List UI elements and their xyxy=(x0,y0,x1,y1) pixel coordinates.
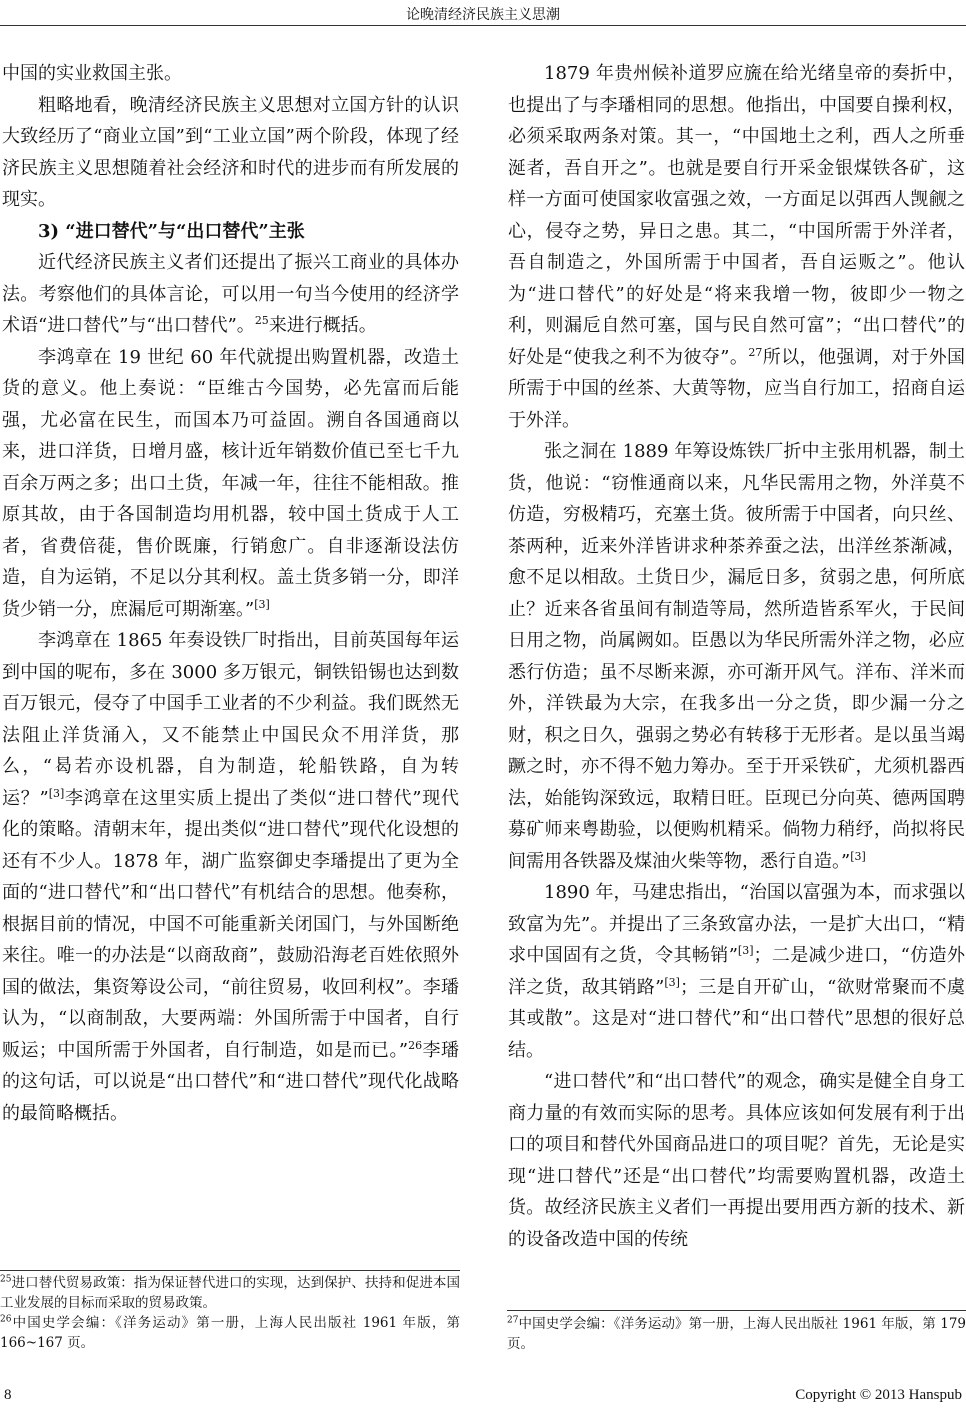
footnotes-left xyxy=(0,1273,460,1353)
footnote-ref: 26 xyxy=(408,1038,423,1052)
paragraph-text: 李鸿章在这里实质上提出了类似“进口替代”现代化的策略。清朝末年，提出类似“进口替代”现代化设想的还有不少人。1878 年，湖广监察御史李璠提出了更为全面的“进口替代”和“出口替代”有机结合的思想。他奏称，根据目前的情况，中国不可能重新关闭国门，与外国断绝来往。唯一的办法是“以商敌商”，鼓励沿海老百姓依照外国的做法，集资筹设公司，“前往贸易，收回利权”。李璠认为，“以商制敌，大要两端：外国所需于中国者，自行贩运；中国所需于外国者，自行制造，如是而已。” xyxy=(2,787,459,1061)
citation-ref: [3] xyxy=(664,975,680,989)
paragraph-text: 张之洞在 1889 年筹设炼铁厂折中主张用机器，制土货，他说：“窃惟通商以来，凡华民需用之物，外洋莫不仿造，穷极精巧，充塞土货。彼所需于中国者，向只丝、茶两种，近来外洋皆讲求种茶养蚕之法，出洋丝茶渐减，愈不足以相敌。土货日少，漏卮日多，贫弱之患，何所底止？近来各省虽间有制造等局，然所造皆系军火，于民间日用之物，尚属阙如。臣愚以为华民所需外洋之物，必应悉行仿造；虽不尽断来源，亦可渐开风气。洋布、洋米而外，洋铁最为大宗，在我多出一分之货，即少漏一分之财，积之日久，强弱之势必有转移于无形者。是以虽当竭蹶之时，亦不得不勉力筹办。至于开采铁矿，尤须机器西法，始能钩深致远，取精日旺。臣现已分向英、德两国聘募矿师来粤勘验，以便购机精采。倘物力稍纾，尚拟将民间需用各铁器及煤油火柴等物，悉行自造。” xyxy=(508,441,965,872)
footnote-number: 25 xyxy=(0,1274,12,1285)
citation-ref: [3] xyxy=(254,597,270,611)
paragraph-text: 李鸿章在 19 世纪 60 年代就提出购置机器，改造土货的意义。他上奏说：“臣维古今国势，必先富而后能强，尤必富在民生，而国本乃可益固。溯自各国通商以来，进口洋货，日增月盛，核计近年销数价值已至七千九百余万两之多；出口土货，年减一年，往往不能相敌。推原其故，由于各国制造均用机器，较中国土货成于人工者，省费倍蓰，售价既廉，行销愈广。自非逐渐设法仿造，自为运销，不足以分其利权。盖土货多销一分，即洋货少销一分，庶漏卮可期渐塞。” xyxy=(2,346,459,620)
footnotes-right xyxy=(507,1314,966,1354)
paragraph xyxy=(2,625,459,1129)
left-column xyxy=(2,58,459,1129)
paragraph-text: 所以，他强调，对于外国所需于中国的丝茶、大黄等物，应当自行加工，招商自运于外洋。 xyxy=(508,346,966,431)
section-heading: 3) “进口替代”与“出口替代”主张 xyxy=(38,220,305,242)
paragraph-text: 1890 年，马建忠指出，“治国以富强为本，而求强以致富为先”。并提出了三条致富办法，一是扩大出口，“精求中国固有之货，令其畅销” xyxy=(508,882,965,966)
paragraph: 粗略地看，晚清经济民族主义思想对立国方针的认识大致经历了“商业立国”到“工业立国”两个阶段，体现了经济民族主义思想随着社会经济和时代的进步而有所发展的现实。 xyxy=(2,94,459,210)
paragraph-text: ；二是减少进口，“仿造外洋之货，敌其销路” xyxy=(508,945,966,998)
footnote-text: 中国史学会编：《洋务运动》第一册，上海人民出版社 1961 年版，第 179 页。 xyxy=(507,1316,966,1352)
footnote-text: 进口替代贸易政策：指为保证替代进口的实现，达到保护、扶持和促进本国工业发展的目标而采取的贸易政策。 xyxy=(0,1275,460,1311)
paragraph-text: 近代经济民族主义者们还提出了振兴工商业的具体办法。考察他们的具体言论，可以用一句当今使用的经济学术语“进口替代”与“出口替代”。 xyxy=(2,252,459,336)
paragraph-text: 1879 年贵州候补道罗应旒在给光绪皇帝的奏折中，也提出了与李璠相同的思想。他指出，中国要自操利权，必须采取两条对策。其一，“中国地土之利，西人之所垂涎者，吾自开之”。也就是要自行开采金银煤铁各矿，这样一方面可使国家收富强之效，一方面足以弭西人觊觎之心，侵夺之势，异日之患。其二，“中国所需于外洋者，吾自制造之，外国所需于中国者，吾自运贩之”。他认为“进口替代”的好处是“将来我增一物，彼即少一物之利，则漏卮自然可塞，国与民自然可富”；“出口替代”的好处是“使我之利不为彼夺”。 xyxy=(508,63,965,368)
footnote-text: 中国史学会编：《洋务运动》第一册，上海人民出版社 1961 年版，第 166~167 页。 xyxy=(0,1315,460,1351)
paragraph xyxy=(508,877,965,1066)
footnote-number: 26 xyxy=(0,1314,12,1325)
paragraph: 中国的实业救国主张。 xyxy=(2,63,182,84)
footnote-rule-right xyxy=(507,1310,966,1311)
paragraph xyxy=(508,58,965,436)
footnote-ref: 25 xyxy=(254,314,269,327)
paragraph-text: ；三是自开矿山，“欲财常聚而不虞其或散”。这是对“进口替代”和“出口替代”思想的很好总结。 xyxy=(508,976,966,1061)
footnote-25 xyxy=(0,1273,460,1313)
footnote-number: 27 xyxy=(507,1315,519,1326)
paragraph xyxy=(508,436,965,877)
page-number: 8 xyxy=(4,1387,12,1403)
running-header: 论晚清经济民族主义思潮 xyxy=(406,7,560,23)
paragraph-text: 李璠的这句话，可以说是“出口替代”和“进口替代”现代化战略的最简略概括。 xyxy=(2,1039,460,1124)
paragraph xyxy=(2,247,459,342)
paragraph xyxy=(2,342,459,626)
paragraph-text: 李鸿章在 1865 年奏设铁厂时指出，目前英国每年运到中国的呢布，多在 3000 多万银元，铜铁铅锡也达到数百万银元，侵夺了中国手工业者的不少利益。我们既然无法阻止洋货涌入，又不能禁止中国民众不用洋货，那么，“曷若亦设机器，自为制造，轮船铁路，自为转运？” xyxy=(2,630,459,809)
paragraph-text: 来进行概括。 xyxy=(268,315,377,336)
right-column xyxy=(508,58,965,1255)
footnote-26 xyxy=(0,1313,460,1353)
copyright-notice: Copyright © 2013 Hanspub xyxy=(795,1387,962,1403)
citation-ref: [3] xyxy=(850,849,866,863)
citation-ref: [3] xyxy=(737,944,754,957)
paragraph: “进口替代”和“出口替代”的观念，确实是健全自身工商力量的有效而实际的思考。具体应该如何发展有利于出口的项目和替代外国商品进口的项目呢？首先，无论是实现“进口替代”还是“出口替代”均需要购置机器，改造土货。故经济民族主义者们一再提出要用西方新的技术、新的设备改造中国的传统 xyxy=(508,1071,965,1250)
footnote-ref: 27 xyxy=(748,345,763,359)
footnote-rule-left xyxy=(0,1270,460,1271)
header-rule xyxy=(0,25,966,26)
footnote-27 xyxy=(507,1314,966,1354)
citation-ref: [3] xyxy=(48,786,65,800)
